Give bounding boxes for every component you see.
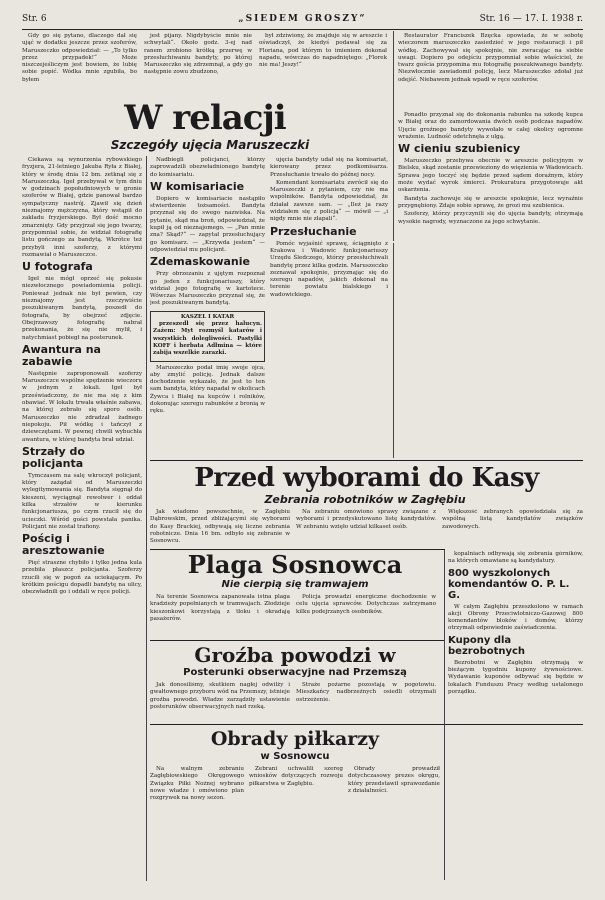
section-heading: W komisariacie xyxy=(150,179,245,193)
powodz-headline: Groźba powodzi w xyxy=(194,643,396,667)
right-top-article: Restaurator Franciszek Bzęcka opowiada, że w sobotę wieczorem maruszeczko zasiedzieć w jego restauracji i pił wódkę. Zachowywał się spokojnie, nie zwracając na siebie uwagi. Dopiero po odejściu przypomniał sobie właściciel, że twarz gościa przypomina mu fotografię poszukiwanego bandyty. Niezwłocznie zawiadomił policję, lecz Maruszeczko zdołał już odejść. Niebawem jednak wpadł w ręce szoferów. xyxy=(398,33,583,83)
top-column-3: był zdziwiony, że znajduje się w areszcie i oświadczył, że kiedyś podawał się za Floriana, pod którym to imieniem dokonał napadu, wówczas do napadniętego: „Florek nie ma! Jeszy!“ xyxy=(259,33,387,69)
kasa-column-1: Jak wiadomo powszechnie, w Zagłębiu Dąbrowskim, przed zbliżającymi się wyborami do Kasy Brackiej, odbywają się liczne zebrania robotnicze. Dnia 16 bm. odbyło się zebranie w Sosnowcu. xyxy=(150,509,290,545)
plaga-column-2: Policja prowadzi energiczne dochodzenie w celu ujęcia sprawców. Dotychczas zatrzymano kilku podejrzanych osobników. xyxy=(296,594,436,615)
powodz-column-2: Straże pożarne pozostają w pogotowiu. Mieszkańcy nadbrzeżnych osiedli otrzymali ostrzeżenie. xyxy=(296,682,436,703)
obrady-column-3: Obrady prowadził dotychczasowy prezes okręgu, który przedstawił sprawozdanie z działalności. xyxy=(348,766,440,794)
feature-headline: W relacji xyxy=(124,98,286,138)
section-rule xyxy=(150,640,445,641)
advert-box: KASZEL I KATAR przeszedł się przez halucyn. Zażem: Myt rozmyśl katarów i wszystkich dolegliwości. Pastylki KOFF i herbata Adłmina — które zabija wszelkie zarazki. xyxy=(150,311,265,362)
plaga-subheadline: Nie cierpią się tramwajem xyxy=(221,580,369,590)
page-header xyxy=(22,14,583,28)
section-rule xyxy=(150,549,445,550)
obrady-subheadline: w Sosnowcu xyxy=(260,752,330,762)
section-heading: Strzały do policjanta xyxy=(22,444,85,470)
top-column-1: Gdy go się pytano, dlaczego dał się ująć w dodatku jeszcze przez szoferów, Maruszeczko odpowiedział: — „To tylko przez przypadek!“ Może niszczejeśliczym jest bowiem, że lubię sobie popić. Wódka mnie zgubiła, bo byłem xyxy=(22,33,137,83)
column-divider xyxy=(444,550,445,880)
section-heading: Pościg i aresztowanie xyxy=(22,532,105,558)
kasa-subheadline: Zebrania robotników w Zagłębiu xyxy=(264,494,466,506)
section-heading: Zdemaskowanie xyxy=(150,255,250,269)
feature-column-b: Nadbiegli policjanci, którzy zaprowadzili obezwładnionego bandytę do komisariatu. W komisariacie Dopiero w komisariacie nastąpiło stwierdzenie tożsamości. Bandyta przyznał się do swego nazwiska. Na pytanie, skąd ma broń, odpowiedział, że kupił ją od nieznajomego. — „Pan mnie zna? Skąd?“ — zapytał przesłuchujący go komisarz. — „Krzywda jestem“ — odpowiedział mu policjant. Zdemaskowanie Przy obrzezaniu z ujętym rozpoznał go jeden z funkcjonariuszy, który widział jego fotografię w kartotece. Wówczas Maruszeczko przyznał się, że jest poszukiwanym bandytą. KASZEL I KATAR przeszedł się przez halucyn. Zażem: Myt rozmyśl katarów i wszystkich dolegliwości. Pastylki KOFF i herbata Adłmina — które zabija wszelkie zarazki. Maruszeczko podał imię swoje ojca, aby zmylić policję. Jednak dalsze dochodzenie wykazało, że jest to ten sam bandyta, który napadał w okolicach Żywca i Białej na kupców i rolników, dokonując szeregu rabunków z bronią w ręku. xyxy=(150,157,265,415)
obrady-headline: Obrady piłkarzy xyxy=(210,728,380,750)
section-heading: Kupony dla bezrobotnych xyxy=(448,634,526,657)
obrady-column-2: Zebrani uchwalili szereg wniosków dotyczących rozwoju piłkarstwa w Zagłębiu. xyxy=(249,766,343,787)
section-rule xyxy=(150,460,583,461)
obrady-column-1: Na walnym zebraniu Zagłębiowskiego Okręgowego Związku Piłki Nożnej wybrano nowe władze i omówiono plan rozgrywek na nowy sezon. xyxy=(150,766,244,802)
issue-date: Str. 16 — 17. I. 1938 r. xyxy=(479,14,583,24)
column-divider xyxy=(146,156,147,881)
column-divider xyxy=(393,243,394,458)
feature-column-a: Ciekawa są wynurzenia rybowskiego fryzjera, 21-letniego Jakuba Ryła z Białej, który w środę dnia 12 bm. zetknął się z Maruszeczką. Igeł przebywał w tym dniu w godzinach popołudniowych w gronie szoferów w Białej, gdzie panował bardzo sympatyczny nastrój. Zjawił się dzień nieznajomy mężczyzna, który wstąpił do zakładu fryzjerskiego. Był dość mocno zmarznięty. Gdy przyjrzał się jego twarzy, przypomniał sobie, że widział fotografię listu gończego za bandytą. Wkrótce też przybyli inni szoferzy, z którymi rozmawiał o Maruszeczce. U fotografa Igeł nie mógł oprzeć się pokusie niezwłocznego powiadomienia policji. Ponieważ jednak nie był pewien, czy nieznajomy jest rzeczywiście poszukiwanym bandytą, poszedł do fotografa, by obejrzeć zdjęcie. Obejrzawszy fotografię nabrał przekonania, że się nie mylił, i natychmiast pobiegł na posterunek. Awantura na zabawie Następnie zaproponowali szoferzy Maruszeczce wspólne spędzenie wieczoru w jednym z lokali. Igeł był przeświadczony, że nie ma się z kim obawiać. W lokalu trwała właśnie zabawa, na której zebrało się sporo osób. Maruszeczko nie zdradzał żadnego niepokoju. Pił wódkę i tańczył z dziewczętami. W pewnej chwili wybuchła awantura, w której bandyta brał udział. Strzały do policjanta Tymczasem na salę wkroczył policjant, który zażądał od Maruszeczki wylegitymowania się. Bandyta sięgnął do kieszeni, wyciągnął rewolwer i oddał kilka strzałów w kierunku funkcjonariusza, po czym rzucił się do ucieczki. Wśród gości powstała panika. Policjant nie został trafiony. Pościg i aresztowanie Pięć straszne chybiło i tylko jedna kula przebiła płaszcz policjanta. Szoferzy rzucili się w pogoń za uciekającym. Po krótkim pościgu dopadli bandytę na ulicy, obezwładnili go i oddali w ręce policji. xyxy=(22,157,142,596)
right-column: kopalniach odbywają się zebrania górników, na których omawiane są kandydatury. 800 wyszkolonych komendantów O. P. L. G. W całym Zagłębiu przeszkolono w ramach akcji Obrony Przeciwlotniczo-Gazowej 800 komendantów bloków i domów, którzy otrzymali odpowiednie zaświadczenia. Kupony dla bezrobotnych Bezrobotni w Zagłębiu otrzymają w bieżącym tygodniu kupony żywnościowe. Wydawanie kuponów odbywać się będzie w lokalach Funduszu Pracy według ustalonego porządku. xyxy=(448,551,583,695)
header-rule xyxy=(22,29,583,30)
section-heading: Przesłuchanie xyxy=(270,224,357,238)
feature-column-d: Ponadto przyznał się do dokonania rabunku na szkodę kupca w Białej oraz do zamordowania dwóch osób podczas napadów. Ujęcie groźnego bandyty wywołało w całej okolicy ogromne wrażenie. Ludność odetchnęła z ulgą. W cieniu szubienicy Maruszeczko przebywa obecnie w areszcie policyjnym w Bielsku, skąd zostanie przewieziony do więzienia w Wadowicach. Sprawa jego toczyć się będzie przed sądem doraźnym, który może wydać wyrok śmierci. Prokuratura przygotowuje akt oskarżenia. Bandyta zachowuje się w areszcie spokojnie, lecz wyraźnie przygnębiony. Zdaje sobie sprawę, że grozi mu szubienica. Szoferzy, którzy przyczynili się do ujęcia bandyty, otrzymają wysokie nagrody, wyznaczone za jego schwytanie. xyxy=(398,112,583,225)
section-heading: W cieniu szubienicy xyxy=(398,142,521,156)
column-divider xyxy=(393,31,394,241)
page-number: Str. 6 xyxy=(22,14,47,24)
kasa-column-2: Na zebraniu omówiono sprawy związane z wyborami i przedyskutowano listę kandydatów. W zebraniu wzięło udział kilkaset osób. xyxy=(296,509,436,530)
kasa-column-3: Większość zebranych opowiedziała się za wspólną listą kandydatów związków zawodowych. xyxy=(442,509,583,530)
section-heading: 800 wyszkolonych komendantów O. P. L. G. xyxy=(448,567,570,601)
plaga-headline: Plaga Sosnowca xyxy=(187,551,403,579)
plaga-column-1: Na terenie Sosnowca zapanowała istna plaga kradzieży popełnianych w tramwajach. Złodzieje kieszonkowi korzystają z tłoku i okradają pasażerów. xyxy=(150,594,290,622)
powodz-column-1: Jak donosiliśmy, skutkiem nagłej odwilży i gwałtownego przyboru wód na Przemszy, istnieje groźba powodzi. Władze zarządziły ustawienie posterunków obserwacyjnych nad rzeką. xyxy=(150,682,290,710)
section-heading: Awantura na zabawie xyxy=(22,342,101,368)
masthead: „SIEDEM GROSZY“ xyxy=(238,14,367,24)
section-heading: U fotografa xyxy=(22,260,93,274)
powodz-subheadline: Posterunki obserwacyjne nad Przemszą xyxy=(183,668,407,678)
feature-subheadline: Szczegóły ujęcia Maruszeczki xyxy=(110,139,310,152)
top-column-2: jest pijany. Nigdybyście mnie nie schwytali“. Około godz. 3-ej nad ranem zrobiono krótką przerwę w przesłuchiwaniu bandyty, po której Maruszeczko się zdrzemnął, a gdy go następnie zowu zbudzono, xyxy=(144,33,252,76)
feature-column-c: ujęcia bandyty udał się na komisariat, kierowany przez podkomisarza. Przesłuchanie trwało do późnej nocy. Komendant komisariatu zwrócił się do Maruszeczki z pytaniem, czy nie ma wspólników. Bandyta odpowiedział, że działał zawsze sam. — „Ileż ja razy widziałem się z policją“ — mówił — „i nigdy mnie nie złapali“. Przesłuchanie Pomóc wyjaśnić sprawę, ściągnięto z Krakowa i Wadowic funkcjonariuszy Urzędu Śledczego, którzy przesłuchiwali bandytę przez kilka godzin. Maruszeczko zeznawał spokojnie, przyznając się do szeregu napadów, jakich dokonał na terenie powiatu bialskiego i wadowickiego. xyxy=(270,157,388,298)
kasa-headline: Przed wyborami do Kasy xyxy=(194,463,539,493)
